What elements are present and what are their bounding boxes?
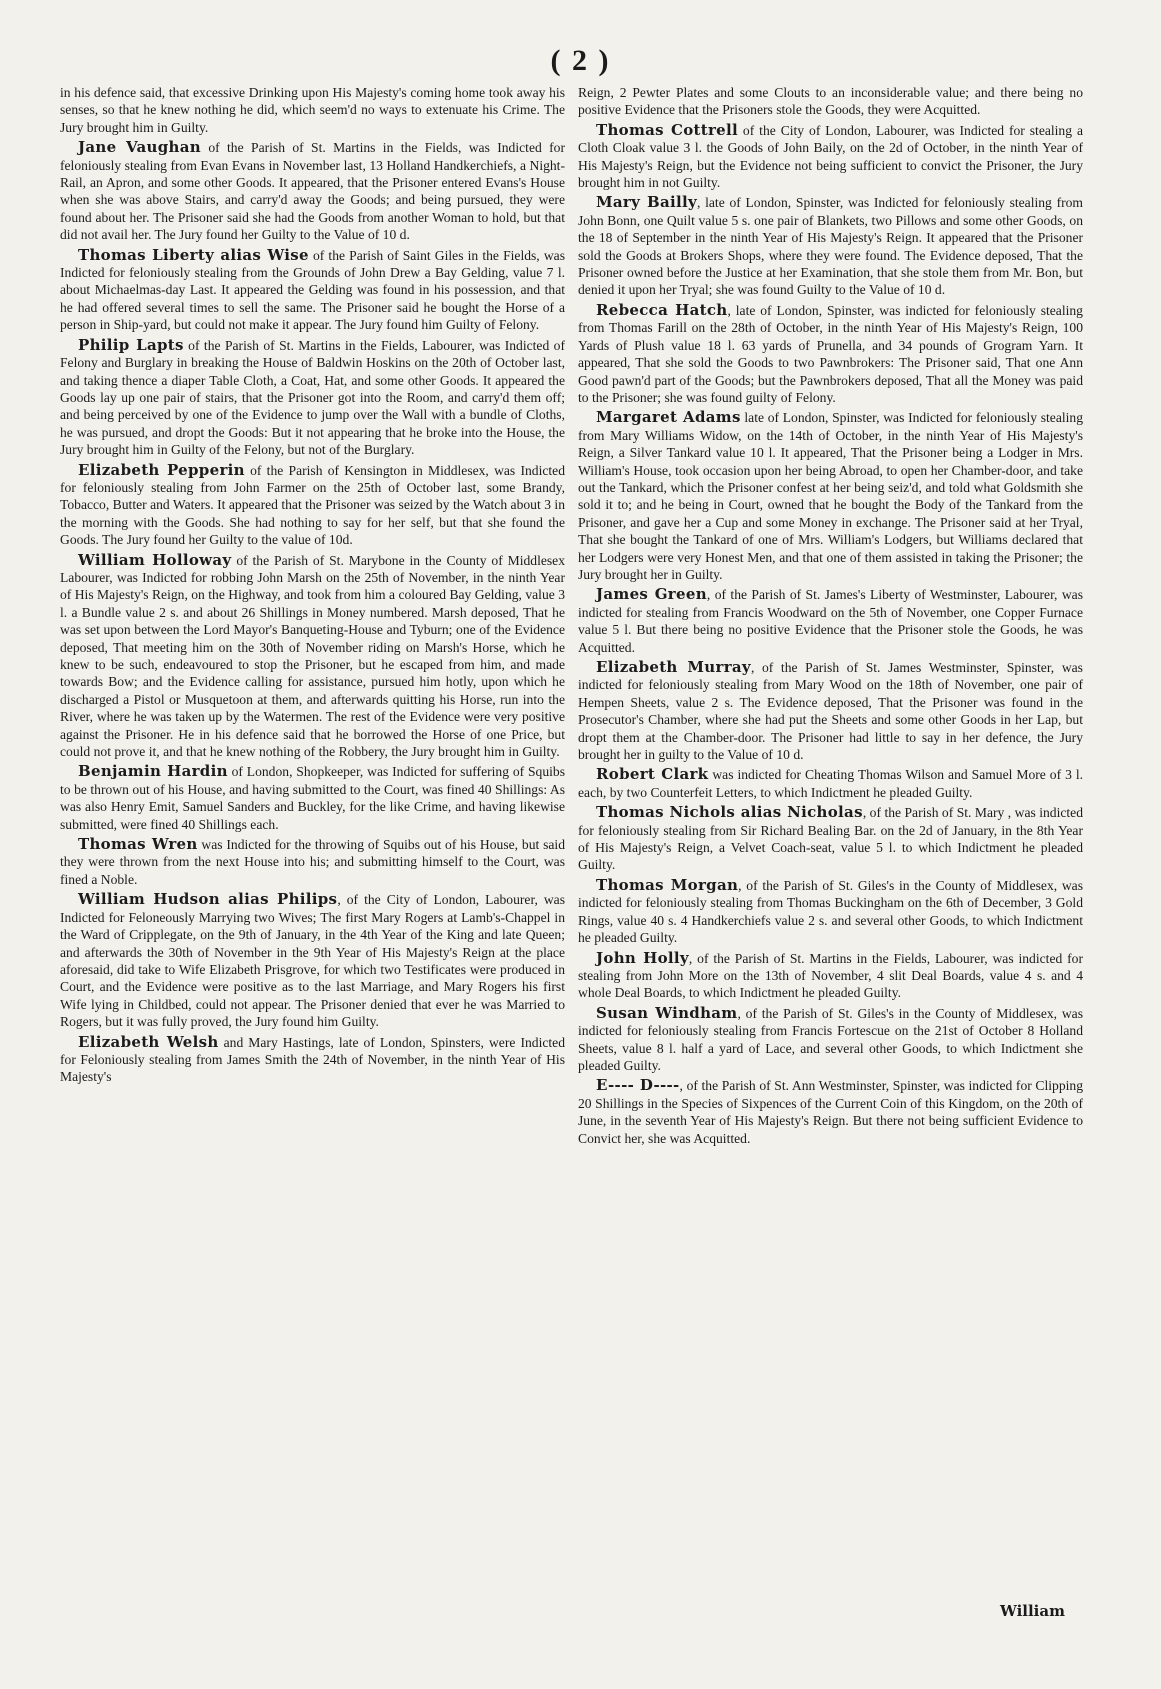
defendant-name: Susan Windham xyxy=(596,1003,738,1022)
trial-entry xyxy=(578,409,1083,583)
entry-text: of the Parish of St. Marybone in the County of Middlesex Labourer, was Indicted for robbing John Marsh on the 25th of November, in the ninth Year of His Majesty's Reign, on the Highway, and took from him a coloured Bay Gelding, value 3 l. a Bundle value 2 s. and about 26 Shillings in Money numbered. Marsh deposed, That he was set upon between the Lord Mayor's Banqueting-House and Tyburn; one of the Evidence deposed, That meeting him on the 30th of November riding on Marsh's Horse, which he knew to be such, endeavoured to stop the Prisoner, but he escaped from him, and made towards Bow; and the Evidence calling for assistance, pursued him hotly, upon which he discharged a Pistol or Musquetoon at them, and afterwards quitting his Horse, run into the River, where he was taken up by the Watermen. The rest of the Evidence were very positive against the Prisoner. He in his defence said that he borrowed the Horse of one Price, but could not prove it, and that he knew nothing of the Robbery, the Jury brought him in Guilty. xyxy=(60,552,566,760)
trial-entry xyxy=(60,1034,565,1086)
defendant-name: Thomas Morgan xyxy=(596,875,739,894)
entry-text: was Indicted for the throwing of Squibs out of his House, but said they were thrown from the next House into his; and submitting himself to the Court, was fined a Noble. xyxy=(60,837,565,887)
trial-entry xyxy=(578,1077,1083,1147)
trial-entry xyxy=(578,950,1083,1002)
defendant-name: Thomas Liberty alias Wise xyxy=(78,245,309,264)
defendant-name: Elizabeth Murray xyxy=(596,658,751,676)
entry-text: of the Parish of St. Martins in the Fields, Labourer, was Indicted of Felony and Burglary in breaking the House of Baldwin Hoskins on the 20th of October last, and taking thence a diaper Table Cloth, a Coat, Hat, and some other Goods. It appeared the Goods lay up one pair of stairs, that the Prisoner got into the Room, and carry'd them off; and being perceived by one of the Evidence to jump over the Wall with a bundle of Cloths, he was pursued, and dropt the Goods: But it not appearing that he broke into the House, the Jury brought him in Guilty of the Felony, but not of the Burglary. xyxy=(60,337,565,458)
trial-entry xyxy=(60,552,565,761)
trial-entry xyxy=(578,84,1083,119)
trial-entry xyxy=(60,139,565,243)
defendant-name: E---- D---- xyxy=(596,1076,680,1095)
entry-text: , of the Parish of St. Martins in the Fields, Labourer, was indicted for stealing from John More on the 13th of November, 4 slit Deal Boards, value 4 s. and 4 whole Deal Boards, to which Indictment he pleaded Guilty. xyxy=(578,950,1083,1001)
trial-entry xyxy=(578,659,1083,763)
entry-text: of London, Shopkeeper, was Indicted for suffering of Squibs to be thrown out of his House, and having submitted to the Court, was fined 40 Shillings: As was also Henry Emit, Samuel Sanders and Buckley, for the like Crime, and having likewise submitted, were fined 40 Shillings each. xyxy=(60,764,565,832)
trial-entry xyxy=(60,84,565,136)
defendant-name: Rebecca Hatch xyxy=(596,300,728,319)
entry-text: , of the Parish of St. Giles's in the County of Middlesex, was indicted for feloniously stealing from Thomas Buckingham on the 6th of December, 3 Gold Rings, value 40 s. 4 Handkerchiefs value 2 s. and several other Goods, to which Indictment he pleaded Guilty. xyxy=(578,877,1083,946)
trial-entry xyxy=(578,302,1083,406)
defendant-name: Mary Bailly xyxy=(596,193,697,212)
entry-text: of the Parish of Kensington in Middlesex, was Indicted for feloniously stealing from John Farmer on the 25th of October last, some Brandy, Tobacco, Butter and Waters. It appeared that the Prisoner was seized by the Watch about 3 in the morning with the Goods. She had nothing to say for her self, but that she found the Goods. The Jury found her Guilty to the value of 10d. xyxy=(60,462,565,548)
entry-text: , of the Parish of St. James's Liberty of Westminster, Labourer, was indicted for stealing from Francis Woodward on the 5th of November, one Copper Furnace value 5 l. But there being no positive Evidence that the Prisoner stole the Goods, he was Acquitted. xyxy=(578,587,1083,655)
entry-text: in his defence said, that excessive Drinking upon His Majesty's coming home took away his senses, so that he knew nothing he did, which seem'd no ways to extenuate his Crime. The Jury brought him in Guilty. xyxy=(60,85,565,135)
defendant-name: Thomas Wren xyxy=(78,835,198,854)
entry-text: and Mary Hastings, late of London, Spinsters, were Indicted for Feloniously stealing from James Smith the 24th of November, in the ninth Year of His Majesty's xyxy=(60,1034,565,1085)
trial-entry xyxy=(60,836,565,888)
defendant-name: William Hudson alias Philips xyxy=(78,890,338,909)
entry-text: was indicted for Cheating Thomas Wilson and Samuel More of 3 l. each, by two Counterfeit Letters, to which Indictment he pleaded Guilty. xyxy=(578,767,1084,800)
defendant-name: Elizabeth Pepperin xyxy=(78,460,245,479)
trial-entry xyxy=(578,1005,1083,1075)
catchword: William xyxy=(1000,1602,1065,1620)
entry-text: , of the Parish of St. James Westminster, Spinster, was indicted for feloniously stealing from Mary Wood on the 18th of November, one pair of Hempen Sheets, value 2 s. The Evidence deposed, That the Prisoner was found in the Prosecutor's Chamber, where she had put the Sheets and some other Goods in her Lap, but dropt them at the Chamber-door. The Prisoner had little to say in her defence, the Jury brought her in guilty to the Value of 10 d. xyxy=(578,660,1083,763)
page-number: ( 2 ) xyxy=(550,44,611,77)
defendant-name: Thomas Nichols alias Nicholas xyxy=(596,803,863,822)
entry-text: of the City of London, Labourer, was Indicted for stealing a Cloth Cloak value 3 l. the Goods of John Baily, on the 2d of October, in the ninth Year of His Majesty's Reign, but the Evidence not being sufficient to convict the Prisoner, the Jury brought him in not Guilty. xyxy=(578,122,1083,191)
defendant-name: Philip Lapts xyxy=(78,335,184,354)
entry-text: , of the City of London, Labourer, was Indicted for Feloneously Marrying two Wives; The first Mary Rogers at Lamb's-Chappel in the Ward of Cripplegate, on the 9th of January, in the 4th Year of the King and late Queen; and afterwards the 30th of November in the 9th Year of His Majesty's Reign at the place aforesaid, did take to Wife Elizabeth Prisgrove, for which two Testificates were produced in Court, and the Evidence were positive as to the last Marriage, and Mary Rogers his first Wife lying in Childbed, could not appear. The Prisoner denied that ever he was Married to Rogers, but it was fully proved, the Jury found him Guilty. xyxy=(60,892,565,1030)
entry-text: , of the Parish of St. Mary , was indicted for feloniously stealing from Sir Richard Bealing Bar. on the 2d of January, in the 8th Year of His Majesty's Reign, a Velvet Coach-seat, value 5 l. to which Indictment he pleaded Guilty. xyxy=(578,805,1084,873)
entry-text: , of the Parish of St. Ann Westminster, Spinster, was indicted for Clipping 20 Shillings in the Species of Sixpences of the Current Coin of this Kingdom, on the 20th of June, in the seventh Year of His Majesty's Reign. But there not being sufficient Evidence to Convict her, she was Acquitted. xyxy=(578,1078,1083,1146)
left-column xyxy=(60,84,565,1089)
entry-text: , late of London, Spinster, was Indicted for feloniously stealing from John Bonn, one Quilt value 5 s. one pair of Blankets, two Pillows and some other Goods, on the 18 of September in the ninth Year of His Majesty's Reign. It appeared that the Prisoner sold the Goods at Brokers Shops, where they were found. The Evidence deposed, That the Prisoner owned before the Justice at her Examination, that she stole them from Mr. Bon, but denied it upon her Tryal; she was found Guilty to the Value of 10 d. xyxy=(578,195,1083,298)
defendant-name: William Holloway xyxy=(78,550,232,569)
right-column xyxy=(578,84,1083,1150)
trial-entry xyxy=(578,194,1083,298)
trial-entry xyxy=(60,462,565,549)
entry-text: of the Parish of St. Martins in the Fields, was Indicted for feloniously stealing from Evan Evans in November last, 13 Holland Handkerchiefs, a Night-Rail, an Apron, and some other Goods. It appeared, that the Prisoner entered Evans's House when she was above Stairs, and carry'd away the Goods; and being pursued, they were found about her. The Prisoner said she had the Goods from another Woman to hold, but that did not avail her. The Jury found her Guilty to the Value of 10 d. xyxy=(60,140,565,243)
trial-entry xyxy=(578,804,1083,874)
entry-text: of the Parish of Saint Giles in the Fields, was Indicted for feloniously stealing from the Grounds of John Drew a Bay Gelding, value 7 l. about Michaelmas-day Last. It appeared the Gelding was found in his possession, and that he had offered several times to sell the same. The Prisoner said he bought the Horse of a person in Ship-yard, but could not make it appear. The Jury found him Guilty of Felony. xyxy=(60,247,565,333)
trial-entry xyxy=(60,891,565,1030)
defendant-name: Thomas Cottrell xyxy=(596,120,738,139)
trial-entry xyxy=(578,877,1083,947)
entry-text: , of the Parish of St. Giles's in the County of Middlesex, was indicted for feloniously stealing from Francis Fortescue on the 21st of October 8 Holland Sheets, value 8 l. half a yard of Lace, and several other Goods, to which Indictment she pleaded Guilty. xyxy=(578,1005,1083,1073)
defendant-name: Jane Vaughan xyxy=(78,138,201,157)
defendant-name: Margaret Adams xyxy=(596,408,741,427)
defendant-name: Benjamin Hardin xyxy=(78,762,228,781)
trial-entry xyxy=(60,763,565,833)
entry-text: Reign, 2 Pewter Plates and some Clouts to an inconsiderable value; and there being no positive Evidence that the Prisoners stole the Goods, they were Acquitted. xyxy=(578,85,1083,118)
defendant-name: Elizabeth Welsh xyxy=(78,1032,219,1051)
defendant-name: John Holly xyxy=(596,948,689,967)
trial-entry xyxy=(578,766,1083,801)
trial-entry xyxy=(578,586,1083,656)
defendant-name: James Green xyxy=(596,585,707,604)
entry-text: , late of London, Spinster, was indicted for feloniously stealing from Thomas Farill on the 28th of October, in the ninth Year of His Majesty's Reign, 100 Yards of Plush value 18 l. 63 yards of Prunella, and 34 pounds of Grogram Yarn. It appeared, That she sold the Goods to two Pawnbrokers: The Prisoner said, That one Ann Good pawn'd part of the Goods; but the Pawnbrokers deposed, That all the Money was paid to the Prisoner; she was found guilty of Felony. xyxy=(578,302,1083,405)
trial-entry xyxy=(578,122,1083,192)
entry-text: late of London, Spinster, was Indicted for feloniously stealing from Mary Williams Widow, on the 14th of October, in the ninth Year of His Majesty's Reign, a Silver Tankard value 10 l. It appeared, That the Prisoner being a Lodger in Mrs. William's House, took occasion upon her being Abroad, to open her Chamber-door, and take out the Tankard, which the Prisoner confest at her being seiz'd, and told what Goldsmith she sold it to; and he being in Court, owned that he bought the Body of the Tankard from the Prisoner, and gave her a Cup and some Money in exchange. The Prisoner said at her Tryal, That she bought the Tankard of one of Mrs. William's Lodgers, but Williams declared that her Lodgers were very Honest Men, and that one of them assisted in taking the Prisoner; the Jury brought her in Guilty. xyxy=(578,410,1083,582)
trial-entry xyxy=(60,337,565,459)
defendant-name: Robert Clark xyxy=(596,765,709,784)
trial-entry xyxy=(60,247,565,334)
